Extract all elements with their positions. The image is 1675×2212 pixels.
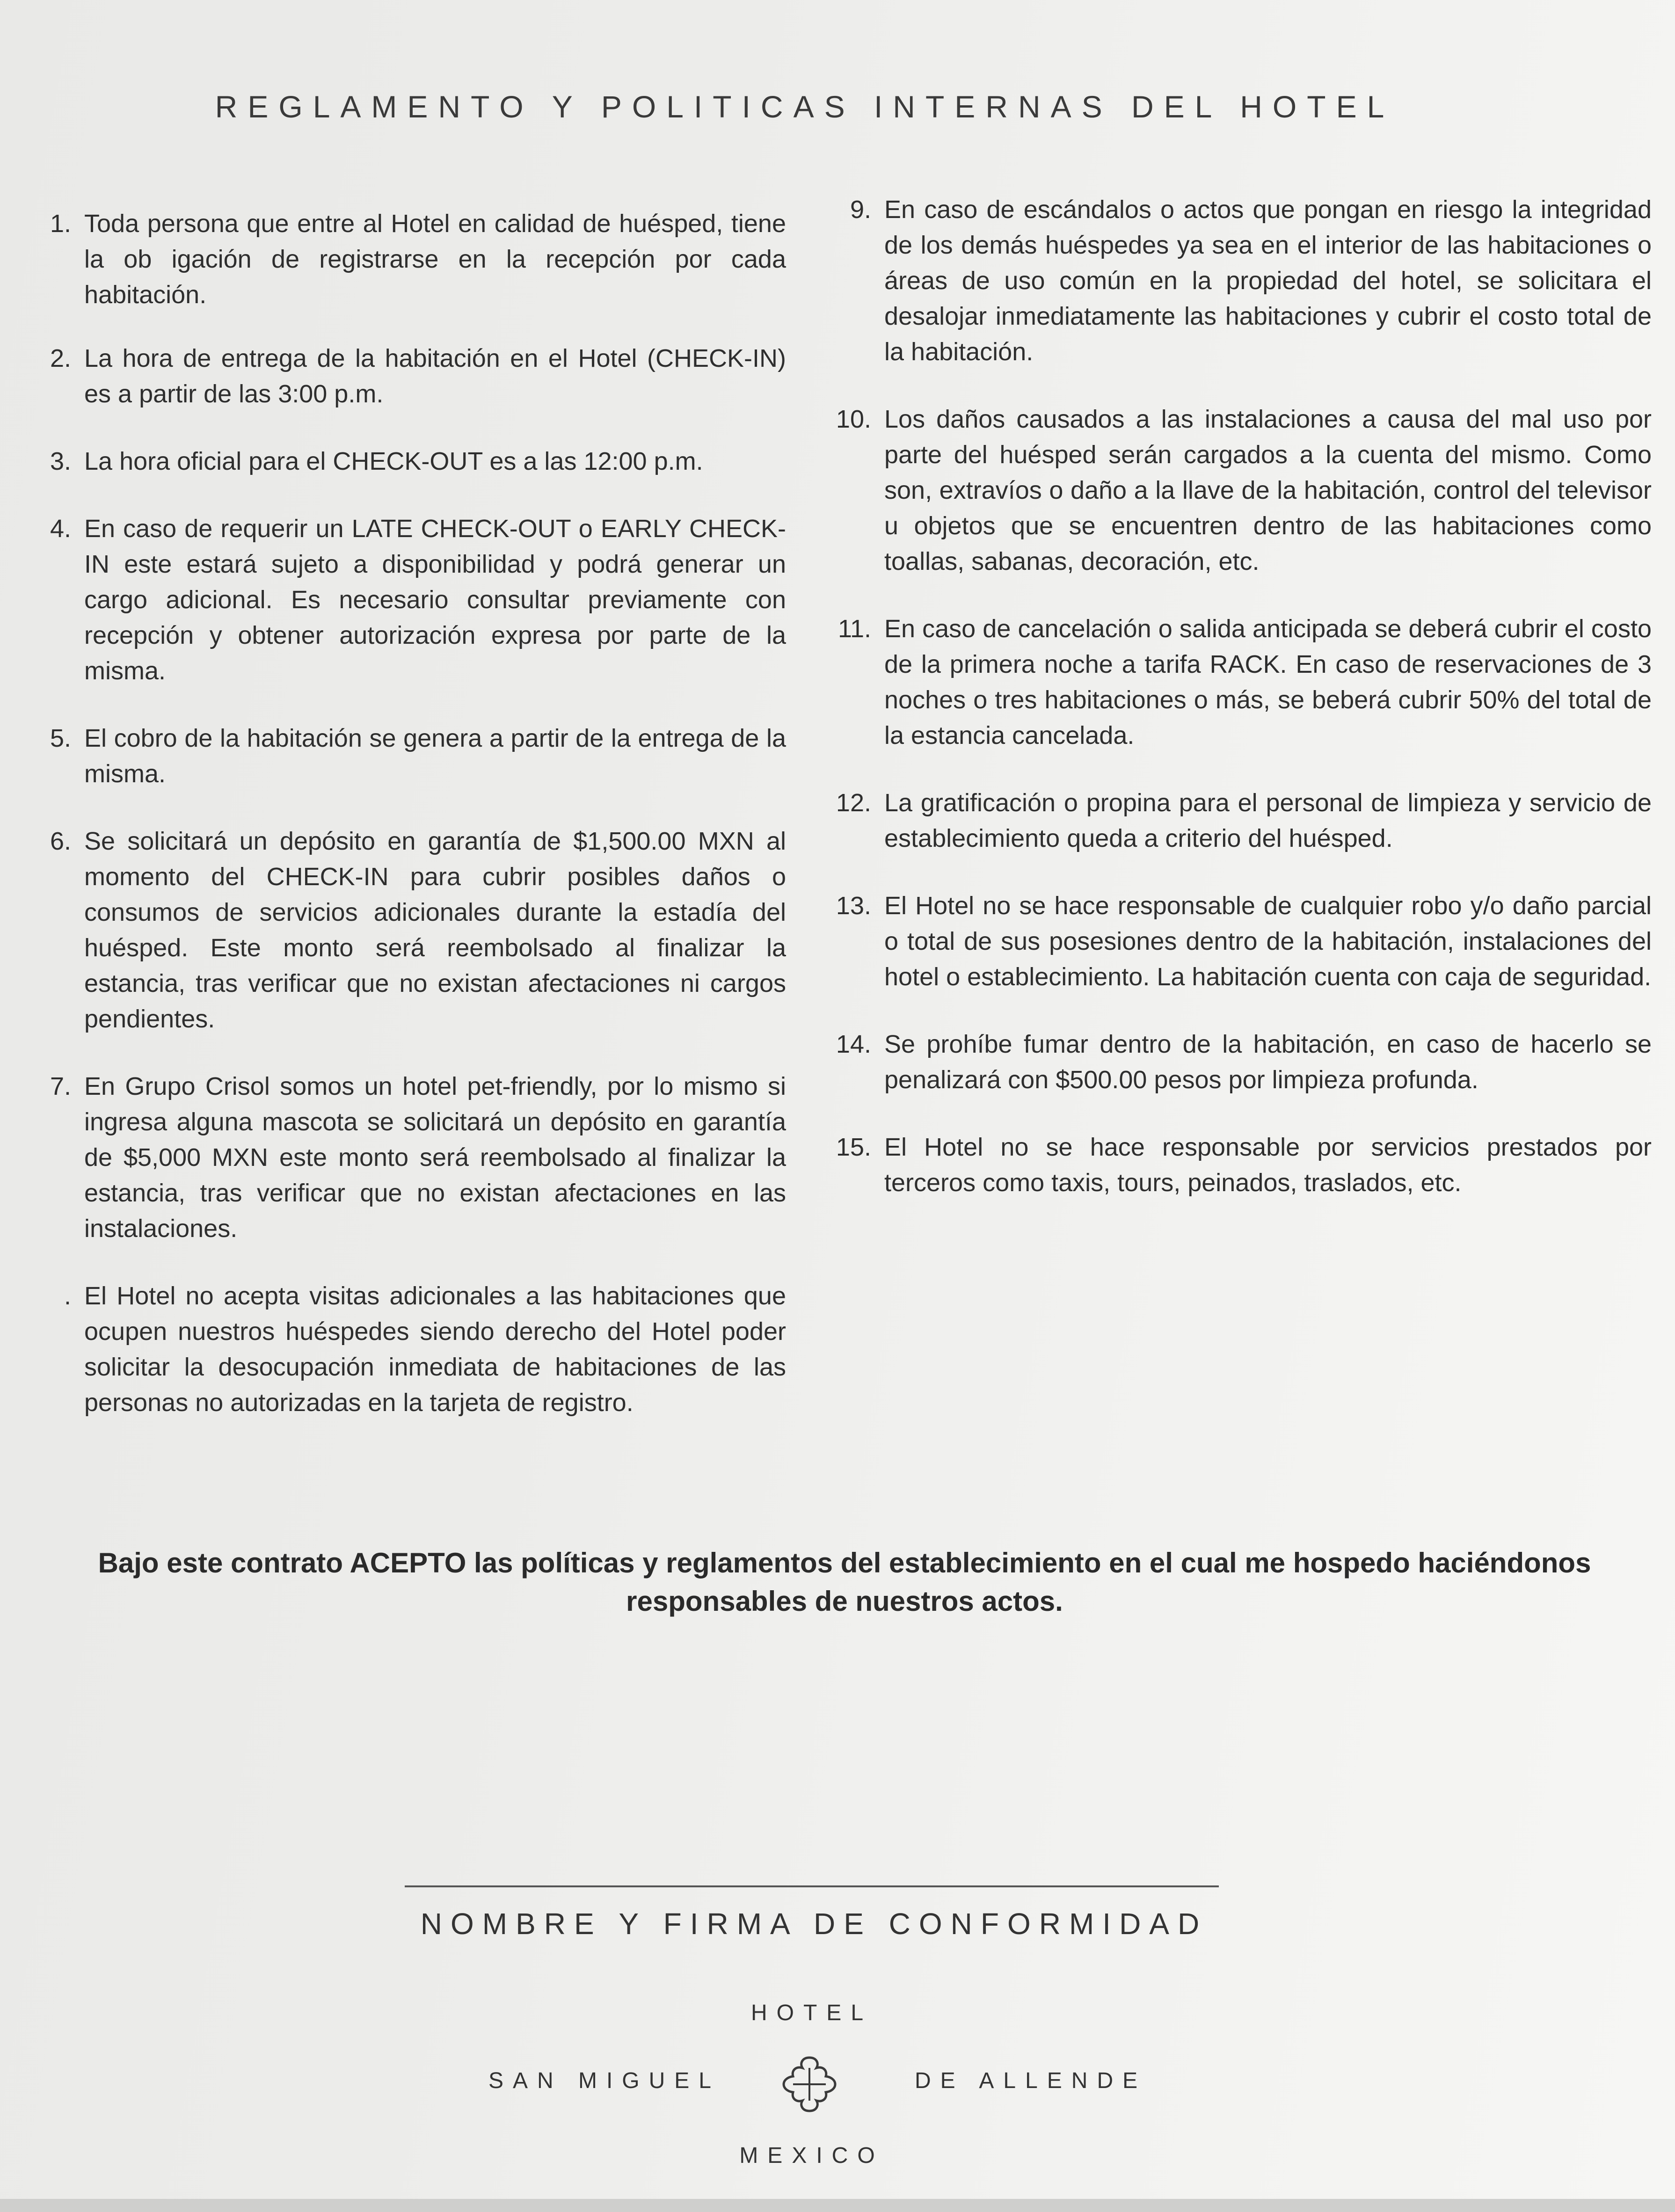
rule-text: En caso de requerir un LATE CHECK-OUT o EARLY CHECK-IN este estará sujeto a disponibilidad y podrá generar un cargo adicional. Es necesario consultar previamente con recepción y obtener autorización expresa por parte de la misma.: [84, 515, 786, 685]
rule-text: El Hotel no se hace responsable de cualquier robo y/o daño parcial o total de sus posesiones dentro de la habitación, instalaciones del hotel o establecimiento. La habitación cuenta con caja de seguridad.: [884, 892, 1652, 991]
rule-number: 7.: [50, 1072, 71, 1100]
rule-text: El Hotel no acepta visitas adicionales a las habitaciones que ocupen nuestros huéspedes siendo derecho del Hotel poder solicitar la desocupación inmediata de habitaciones de las personas no autorizadas en la tarjeta de registro.: [84, 1282, 786, 1417]
rule-number: 9.: [850, 196, 871, 224]
rule-item: [823, 888, 1652, 995]
rule-item: [823, 192, 1652, 370]
rule-item: [823, 401, 1652, 579]
rule-text: El Hotel no se hace responsable por servicios prestados por terceros como taxis, tours, peinados, traslados, etc.: [884, 1133, 1652, 1197]
signature-label: NOMBRE Y FIRMA DE CONFORMIDAD: [420, 1907, 1208, 1941]
rule-number: 13.: [836, 892, 871, 920]
rule-number: .: [64, 1282, 71, 1310]
rule-text: Se prohíbe fumar dentro de la habitación, en caso de hacerlo se penalizará con $500.00 pesos por limpieza profunda.: [884, 1030, 1652, 1094]
rules-left-column: [28, 206, 786, 1452]
cross-logo-icon: [779, 2054, 840, 2115]
rule-item: [28, 444, 786, 479]
rule-number: 4.: [50, 515, 71, 543]
rule-item: [823, 785, 1652, 856]
rule-text: Toda persona que entre al Hotel en calidad de huésped, tiene la ob igación de registrarse en la recepción por cada habitación.: [84, 210, 786, 309]
rule-text: Los daños causados a las instalaciones a causa del mal uso por parte del huésped serán cargados a la cuenta del mismo. Como son, extravíos o daño a la llave de la habitación, control del televisor u objetos que se encuentren dentro de las habitaciones como toallas, sabanas, decoración, etc.: [884, 405, 1652, 575]
rule-text: Se solicitará un depósito en garantía de $1,500.00 MXN al momento del CHECK-IN para cubrir posibles daños o consumos de servicios adicionales durante la estadía del huésped. Este monto será reembolsado al finalizar la estancia, tras verificar que no existan afectaciones ni cargos pendientes.: [84, 827, 786, 1033]
rules-right-column: [823, 192, 1652, 1232]
rule-text: La hora oficial para el CHECK-OUT es a las 12:00 p.m.: [84, 447, 703, 475]
rule-number: 12.: [836, 789, 871, 817]
rule-text: El cobro de la habitación se genera a partir de la entrega de la misma.: [84, 724, 786, 788]
rule-text: En Grupo Crisol somos un hotel pet-friendly, por lo mismo si ingresa alguna mascota se solicitará un depósito en garantía de $5,000 MXN este monto será reembolsado al finalizar la estancia, tras verificar que no existan afectaciones en las instalaciones.: [84, 1072, 786, 1243]
rule-item: [823, 1026, 1652, 1098]
rule-item: [28, 511, 786, 689]
rule-item: [28, 1278, 786, 1420]
rule-number: 3.: [50, 447, 71, 475]
rule-number: 6.: [50, 827, 71, 855]
rule-item: [28, 720, 786, 792]
rule-number: 5.: [50, 724, 71, 752]
rule-item: [28, 341, 786, 412]
rule-number: 10.: [836, 405, 871, 433]
rule-text: La gratificación o propina para el personal de limpieza y servicio de establecimiento queda a criterio del huésped.: [884, 789, 1652, 852]
rule-item: [28, 1069, 786, 1246]
rule-number: 15.: [836, 1133, 871, 1161]
logo-text-mexico: MEXICO: [739, 2143, 884, 2168]
rule-text: La hora de entrega de la habitación en el Hotel (CHECK-IN) es a partir de las 3:00 p.m.: [84, 344, 786, 408]
rule-text: En caso de cancelación o salida anticipada se deberá cubrir el costo de la primera noche a tarifa RACK. En caso de reservaciones de 3 noches o tres habitaciones o más, se beberá cubrir 50% del total de la estancia cancelada.: [884, 615, 1652, 749]
signature-line: [405, 1885, 1219, 1887]
page-title: REGLAMENTO Y POLITICAS INTERNAS DEL HOTEL: [215, 89, 1395, 124]
rule-item: [823, 1129, 1652, 1201]
rule-item: [28, 206, 786, 313]
acceptance-statement: Bajo este contrato ACEPTO las políticas y reglamentos del establecimiento en el cual me hospedo haciéndonos responsables de nuestros actos.: [98, 1547, 1591, 1617]
rule-number: 11.: [838, 615, 871, 643]
rule-number: 14.: [836, 1030, 871, 1058]
rule-number: 2.: [50, 344, 71, 372]
rule-number: 1.: [50, 210, 71, 238]
rule-item: [28, 823, 786, 1037]
logo-text-de-allende: DE ALLENDE: [915, 2068, 1147, 2093]
logo-text-san-miguel: SAN MIGUEL: [488, 2068, 721, 2093]
logo-text-hotel: HOTEL: [750, 2001, 873, 2025]
rule-text: En caso de escándalos o actos que pongan en riesgo la integridad de los demás huéspedes ya sea en el interior de las habitaciones o áreas de uso común en la propiedad del hotel, se solicitara el desalojar inmediatamente las habitaciones y cubrir el costo total de la habitación.: [884, 196, 1652, 366]
rule-item: [823, 611, 1652, 753]
